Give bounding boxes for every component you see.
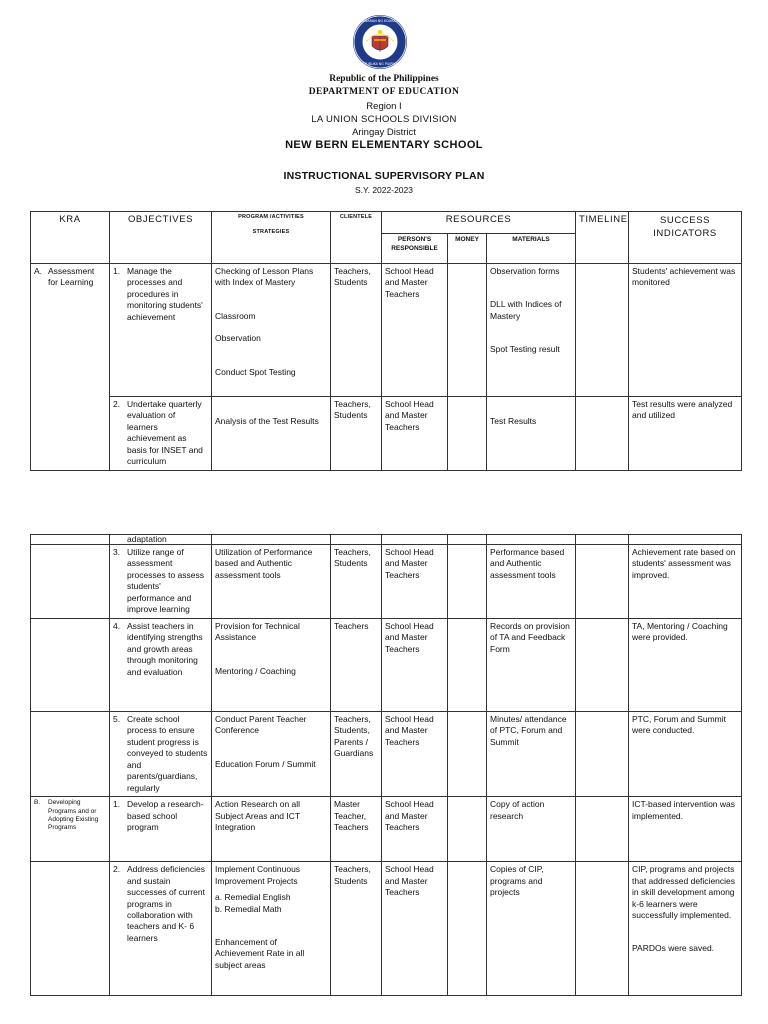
timeline-cell xyxy=(576,397,629,471)
kra-letter: B. xyxy=(34,799,41,807)
clientele-cell: Teachers, Students xyxy=(331,545,382,619)
money-cell xyxy=(448,397,487,471)
clientele-cell: Teachers, Students xyxy=(331,397,382,471)
kra-text: Assessment for Learning xyxy=(48,266,95,288)
kra-letter: A. xyxy=(34,266,43,276)
timeline-cell xyxy=(576,862,629,996)
objective-cell xyxy=(110,397,212,471)
materials-cell: Copy of action research xyxy=(487,797,576,862)
kra-cell xyxy=(31,797,110,862)
activity-item: Implement Continuous Improvement Projects xyxy=(215,864,301,886)
division-line: LA UNION SCHOOLS DIVISION xyxy=(311,114,457,125)
money-cell xyxy=(448,711,487,796)
success-cell: PTC, Forum and Summit were conducted. xyxy=(629,711,742,796)
table-row xyxy=(31,535,742,545)
activities-cell xyxy=(212,711,331,796)
clientele-cell: Master Teacher, Teachers xyxy=(331,797,382,862)
material-item: Observation forms xyxy=(490,266,560,276)
table-row xyxy=(31,862,742,996)
activity-item: Enhancement of Achievement Rate in all subject areas xyxy=(215,936,305,970)
strategies-label: STRATEGIES xyxy=(252,229,290,236)
activity-item: Observation xyxy=(215,333,261,344)
money-cell xyxy=(448,545,487,619)
objective-text: Utilize range of assessment processes to assess students' performance and improve learning xyxy=(127,547,205,615)
timeline-cell xyxy=(576,711,629,796)
material-item: Test Results xyxy=(490,416,537,426)
republic-line: Republic of the Philippines xyxy=(329,74,439,84)
activities-cell: Utilization of Performance based and Authentic assessment tools xyxy=(212,545,331,619)
objective-text: Develop a research-based school program xyxy=(127,799,204,833)
objective-number: 2. xyxy=(113,864,121,875)
material-item: DLL with Indices of Mastery xyxy=(490,299,562,321)
materials-cell xyxy=(487,397,576,471)
kra-cell xyxy=(31,545,110,619)
activity-item: Analysis of the Test Results xyxy=(215,416,319,426)
col-money: MONEY xyxy=(448,234,487,264)
objective-number: 2. xyxy=(113,399,121,409)
objective-cell xyxy=(110,618,212,711)
objective-text: Assist teachers in identifying strengths and growth areas through monitoring and evaluation xyxy=(127,620,203,677)
objective-cell xyxy=(110,797,212,862)
persons-cell: School Head and Master Teachers xyxy=(382,797,448,862)
activity-item: Conduct Spot Testing xyxy=(215,366,296,377)
success-cell: Achievement rate based on students' assessment was improved. xyxy=(629,545,742,619)
school-year: S.Y. 2022-2023 xyxy=(355,185,413,195)
success-item: CIP, programs and projects that addressed deficiencies in skill development among k-6 learners were successfully implemented. xyxy=(632,864,736,920)
col-resources: RESOURCES xyxy=(382,212,576,234)
activity-item: Mentoring / Coaching xyxy=(215,665,296,676)
kra-cell xyxy=(31,264,110,471)
activity-item: Provision for Technical Assistance xyxy=(215,620,300,643)
objective-cell xyxy=(110,264,212,397)
col-success-indicators: SUCCESS INDICATORS xyxy=(629,212,742,264)
success-cell xyxy=(629,862,742,996)
col-materials: MATERIALS xyxy=(487,234,576,264)
activity-item: Conduct Parent Teacher Conference xyxy=(215,713,307,736)
money-cell xyxy=(448,618,487,711)
activities-cell xyxy=(212,397,331,471)
kra-cell xyxy=(31,862,110,996)
objective-text: Address deficiencies and sustain successes of current programs in collaboration with teachers and K- 6 learners xyxy=(127,864,205,943)
materials-cell: Minutes/ attendance of PTC, Forum and Summit xyxy=(487,711,576,796)
table-row xyxy=(31,711,742,796)
activities-cell xyxy=(212,862,331,996)
program-activities-label: PROGRAM /ACTIVITIES xyxy=(238,214,304,220)
activity-item: Classroom xyxy=(215,310,256,321)
success-cell: Students' achievement was monitored xyxy=(629,264,742,397)
materials-cell xyxy=(487,264,576,397)
persons-cell: School Head and Master Teachers xyxy=(382,545,448,619)
objective-cell xyxy=(110,545,212,619)
clientele-cell: Teachers, Students xyxy=(331,862,382,996)
table-row xyxy=(31,264,742,397)
materials-cell: Performance based and Authentic assessment tools xyxy=(487,545,576,619)
objective-number: 5. xyxy=(113,713,121,724)
col-clientele: CLIENTELE xyxy=(331,212,382,264)
kra-cell xyxy=(31,618,110,711)
timeline-cell xyxy=(576,264,629,397)
school-name: NEW BERN ELEMENTARY SCHOOL xyxy=(285,139,483,151)
objective-number: 1. xyxy=(113,799,121,810)
activities-cell xyxy=(212,264,331,397)
objective-text: Undertake quarterly evaluation of learners achievement as basis for INSET and curriculum xyxy=(127,399,203,467)
table-row xyxy=(31,797,742,862)
objective-cell xyxy=(110,862,212,996)
table-row xyxy=(31,545,742,619)
timeline-cell xyxy=(576,545,629,619)
col-kra: KRA xyxy=(31,212,110,264)
activity-item: a. Remedial English xyxy=(215,892,291,903)
svg-text:KAGAWARAN NG EDUKASYON: KAGAWARAN NG EDUKASYON xyxy=(354,19,406,23)
success-item: PARDOs were saved. xyxy=(632,943,715,954)
persons-cell: School Head and Master Teachers xyxy=(382,618,448,711)
persons-cell: School Head and Master Teachers xyxy=(382,862,448,996)
activity-item: Checking of Lesson Plans with Index of Mastery xyxy=(215,266,314,288)
success-cell: TA, Mentoring / Coaching were provided. xyxy=(629,618,742,711)
money-cell xyxy=(448,862,487,996)
department-line: DEPARTMENT OF EDUCATION xyxy=(308,87,460,97)
table-row xyxy=(31,397,742,471)
deped-seal-logo xyxy=(352,14,408,70)
material-item: Spot Testing result xyxy=(490,344,560,355)
objective-text: adaptation xyxy=(110,535,212,545)
persons-cell: School Head and Master Teachers xyxy=(382,711,448,796)
col-program-activities xyxy=(212,212,331,264)
money-cell xyxy=(448,264,487,397)
success-cell: Test results were analyzed and utilized xyxy=(629,397,742,471)
objective-cell xyxy=(110,711,212,796)
materials-cell: Copies of CIP, programs and projects xyxy=(487,862,576,996)
col-timeline: TIMELINE xyxy=(576,212,629,264)
district-line: Aringay District xyxy=(352,127,416,138)
activity-item: Education Forum / Summit xyxy=(215,758,316,769)
clientele-cell: Teachers, Students xyxy=(331,264,382,397)
plan-title: INSTRUCTIONAL SUPERVISORY PLAN xyxy=(283,170,485,182)
activity-item: b. Remedial Math xyxy=(215,903,282,914)
kra-text: Developing Programs and or Adopting Existing Programs xyxy=(48,799,99,832)
objective-text: Manage the processes and procedures in monitoring students' achievement xyxy=(127,266,203,322)
kra-cell xyxy=(31,711,110,796)
timeline-cell xyxy=(576,797,629,862)
table-row xyxy=(31,618,742,711)
persons-cell: School Head and Master Teachers xyxy=(382,397,448,471)
svg-text:REPUBLIKA NG PILIPINAS: REPUBLIKA NG PILIPINAS xyxy=(360,62,400,66)
persons-cell: School Head and Master Teachers xyxy=(382,264,448,397)
supervisory-plan-table-page1 xyxy=(30,211,742,471)
success-cell: ICT-based intervention was implemented. xyxy=(629,797,742,862)
objective-number: 1. xyxy=(113,266,121,276)
objective-number: 4. xyxy=(113,620,121,631)
activities-cell: Action Research on all Subject Areas and ICT Integration xyxy=(212,797,331,862)
objective-text: Create school process to ensure student progress is conveyed to students and parents/guardians, regularly xyxy=(127,713,208,793)
clientele-cell: Teachers, Students, Parents / Guardians xyxy=(331,711,382,796)
materials-cell: Records on provision of TA and Feedback Form xyxy=(487,618,576,711)
timeline-cell xyxy=(576,618,629,711)
col-persons-responsible: PERSON'S RESPONSIBLE xyxy=(382,234,448,264)
col-objectives: OBJECTIVES xyxy=(110,212,212,264)
activities-cell xyxy=(212,618,331,711)
objective-number: 3. xyxy=(113,547,121,557)
region-line: Region I xyxy=(366,101,402,112)
money-cell xyxy=(448,797,487,862)
clientele-cell: Teachers xyxy=(331,618,382,711)
supervisory-plan-table-page2 xyxy=(30,534,742,996)
